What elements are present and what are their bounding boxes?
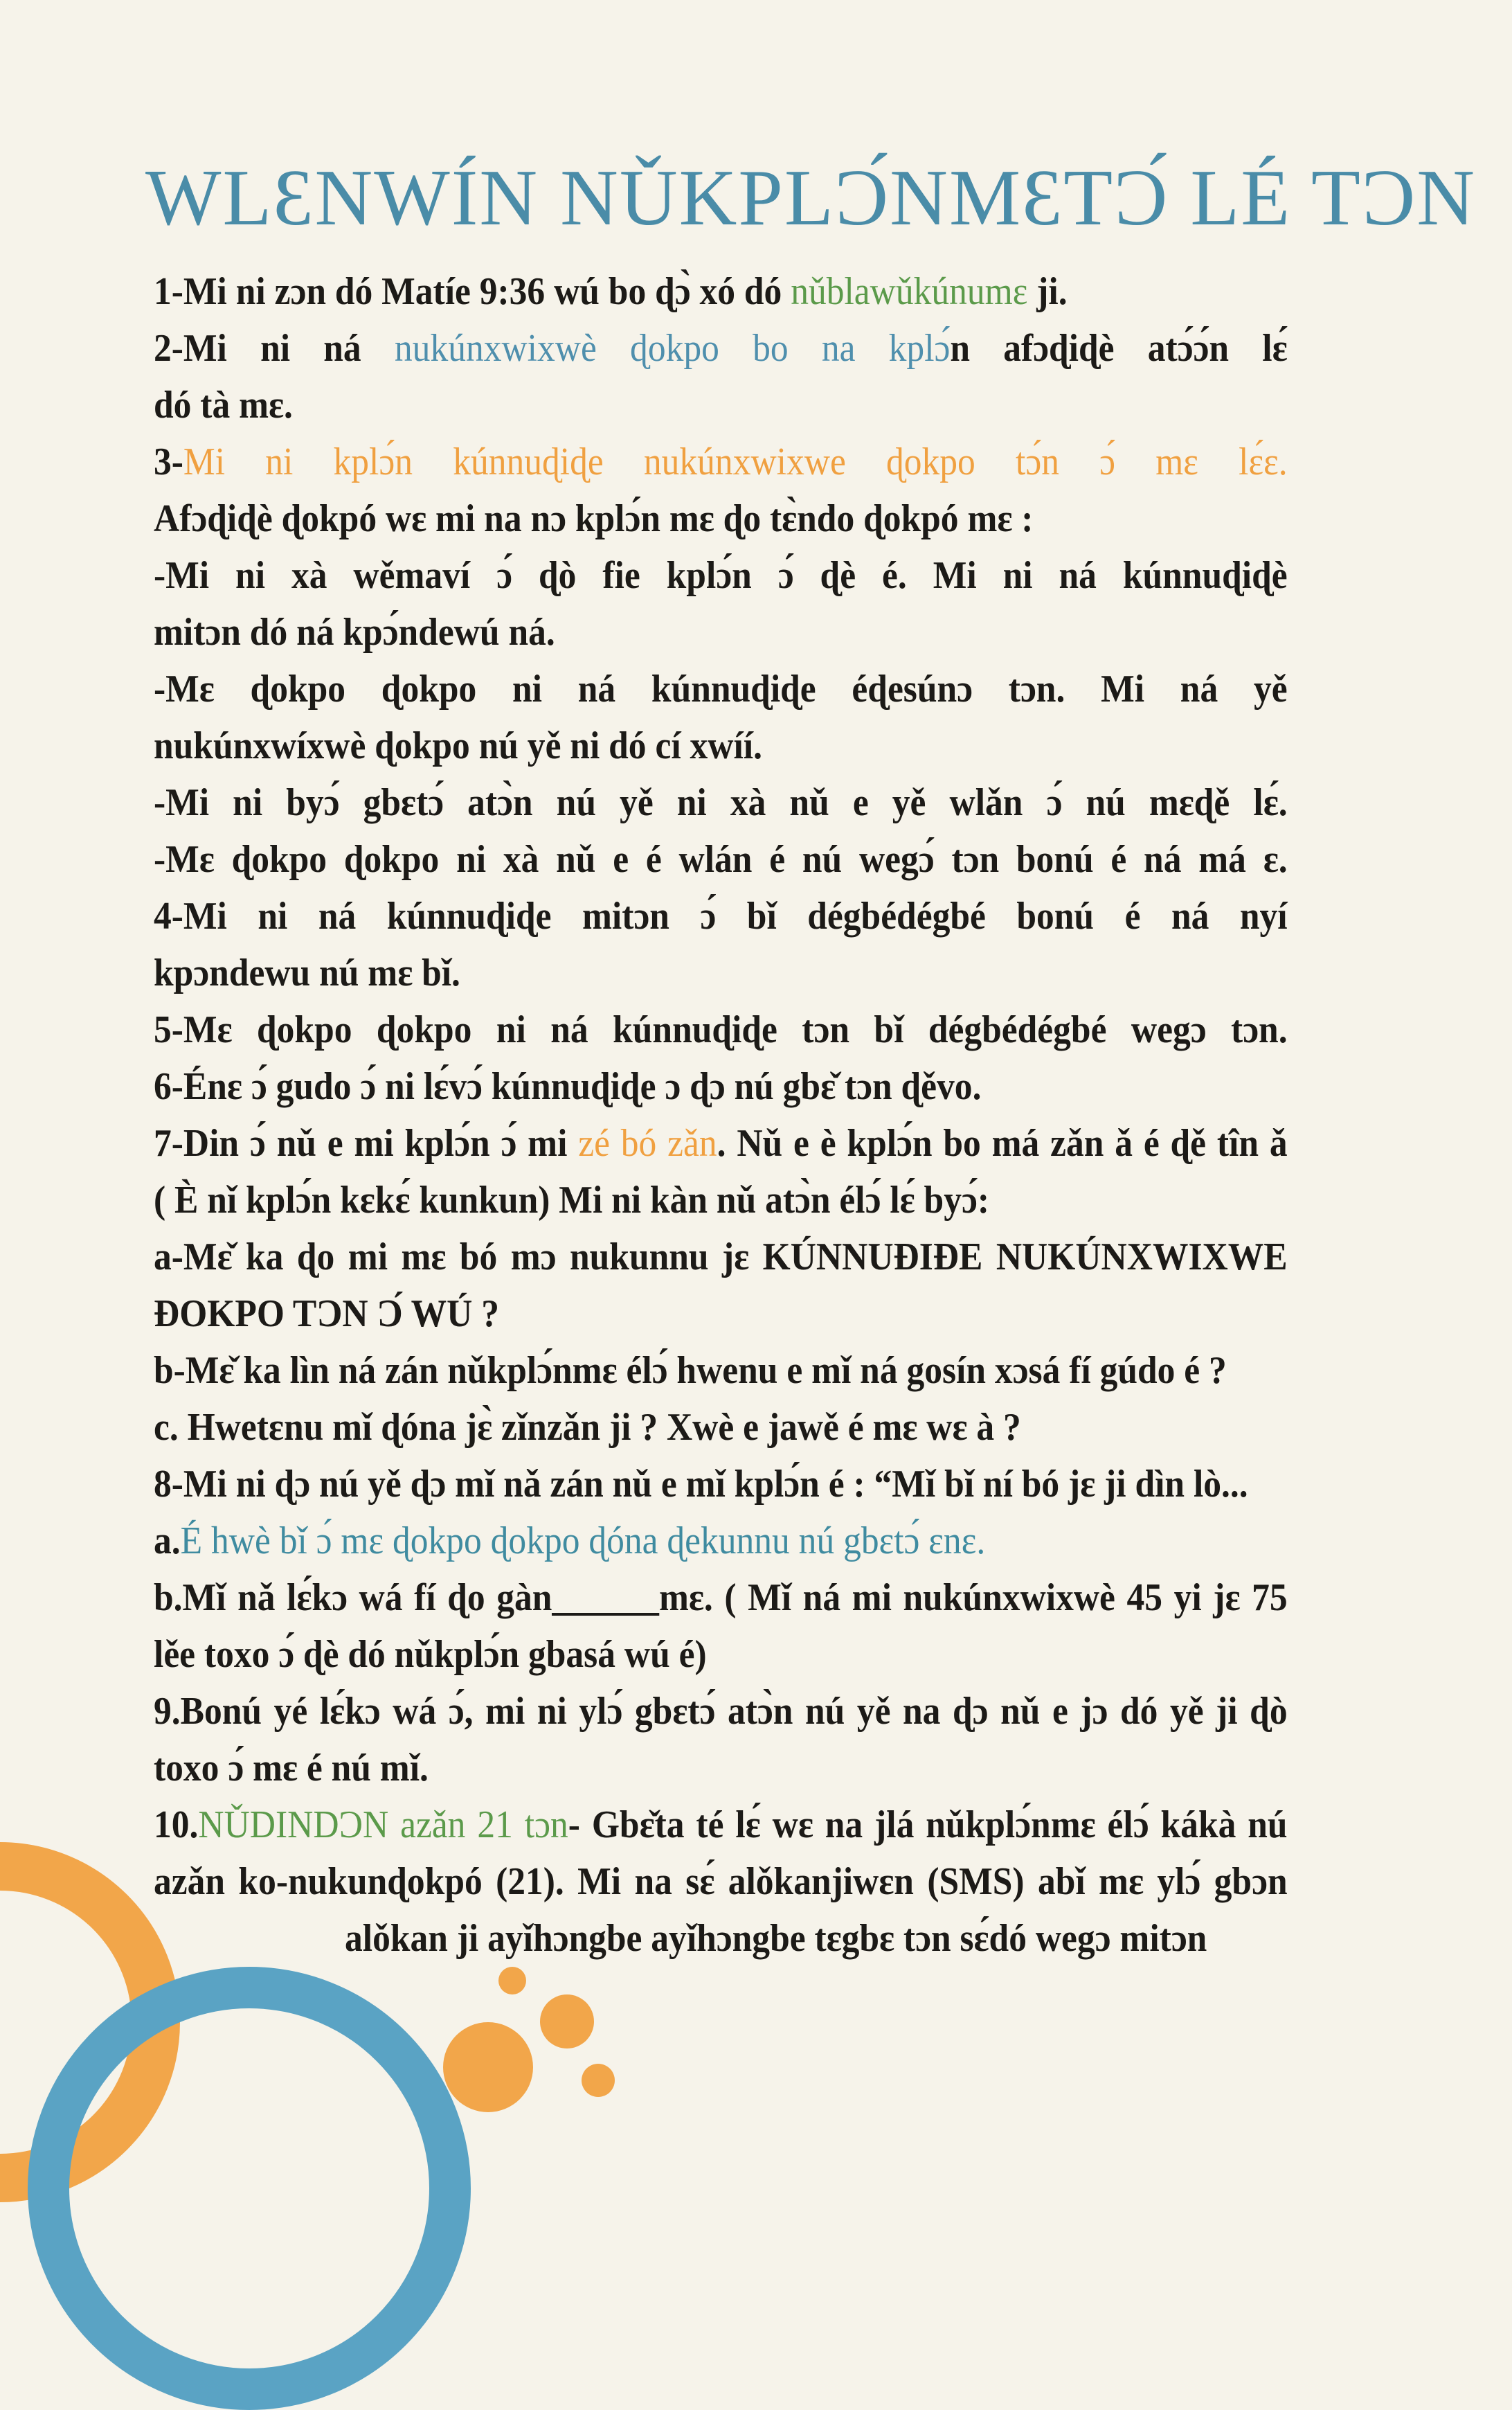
- text-line: [154, 661, 1288, 717]
- text-line: [154, 490, 1288, 547]
- text-span: c. Hwetɛnu mǐ ɖóna jɛ̀ zǐnzǎn ji ? Xwè e jawě é mɛ wɛ à ?: [154, 1406, 1021, 1449]
- text-line: [154, 1910, 1288, 1967]
- text-span: 10.: [154, 1803, 199, 1846]
- highlight-text: Mi ni kplɔ́n kúnnuɖiɖe nukúnxwixwe ɖokpo tɔ́n ɔ́ mɛ lɛ́ɛ.: [183, 440, 1288, 483]
- text-line: [154, 263, 1288, 320]
- instructions-body: [154, 263, 1288, 1967]
- text-span: - Gbɛ̌ta té lɛ́ wɛ na jlá nǔkplɔ́nmɛ élɔ́ kákà nú: [568, 1803, 1288, 1846]
- deco-orange-dot-small: [582, 2064, 615, 2097]
- text-span: toxo ɔ́ mɛ é nú mǐ.: [154, 1747, 429, 1789]
- text-span: 1-Mi ni zɔn dó Matíe 9:36 wú bo ɖɔ̀ xó dó: [154, 270, 791, 313]
- text-line: [154, 377, 1288, 434]
- text-line: [154, 434, 1288, 490]
- text-line: [154, 1626, 1288, 1683]
- text-line: [154, 547, 1288, 604]
- text-line: [154, 604, 1288, 661]
- text-line: [154, 1796, 1288, 1853]
- text-line: [154, 1342, 1288, 1399]
- text-line: [154, 831, 1288, 888]
- text-line: [154, 945, 1288, 1001]
- text-span: b-Mɛ̌ ka lìn ná zán nǔkplɔ́nmɛ élɔ́ hwenu e mǐ ná gosín xɔsá fí gúdo é ?: [154, 1349, 1227, 1392]
- text-span: nukúnxwíxwè ɖokpo nú yě ni dó cí xwíí.: [154, 724, 762, 767]
- text-span: -Mi ni xà wěmaví ɔ́ ɖò fie kplɔ́n ɔ́ ɖè é. Mi ni ná kúnnuɖiɖè: [154, 554, 1288, 597]
- text-span: 4-Mi ni ná kúnnuɖiɖe mitɔn ɔ́ bǐ dégbédégbé bonú é ná nyí: [154, 895, 1288, 938]
- text-line: [154, 320, 1288, 377]
- text-line: [154, 1229, 1288, 1285]
- text-span: a-Mɛ̌ ka ɖo mi mɛ bó mɔ nukunnu jɛ KÚNNUÐIÐE NUKÚNXWIXWE: [154, 1235, 1288, 1278]
- text-line: [154, 1683, 1288, 1740]
- text-span: ÐOKPO TƆN Ɔ́ WÚ ?: [154, 1292, 500, 1335]
- text-span: -Mɛ ɖokpo ɖokpo ni xà nǔ e é wlán é nú wegɔ́ tɔn bonú é ná má ɛ.: [154, 838, 1288, 881]
- text-span: b.Mǐ nǎ lɛ́kɔ wá fí ɖo gàn______mɛ. ( Mǐ ná mi nukúnxwixwè 45 yi jɛ 75: [154, 1576, 1288, 1619]
- text-line: [154, 1569, 1288, 1626]
- text-line: [154, 1001, 1288, 1058]
- text-span: 7-Din ɔ́ nǔ e mi kplɔ́n ɔ́ mi: [154, 1122, 579, 1165]
- text-span: -Mɛ ɖokpo ɖokpo ni ná kúnnuɖiɖe éɖesúnɔ tɔn. Mi ná yě: [154, 668, 1288, 711]
- text-line: [154, 1172, 1288, 1229]
- highlight-text: NǓDINDƆN azǎn 21 tɔn: [198, 1803, 568, 1846]
- text-line: [154, 1740, 1288, 1796]
- text-span: ji.: [1027, 270, 1068, 313]
- text-span: dó tà mɛ.: [154, 384, 293, 427]
- text-span: -Mi ni byɔ́ gbɛtɔ́ atɔ̀n nú yě ni xà nǔ e yě wlǎn ɔ́ nú mɛɖě lɛ́.: [154, 781, 1288, 824]
- highlight-text: nǔblawǔkúnumɛ: [791, 270, 1028, 313]
- text-span: 5-Mɛ ɖokpo ɖokpo ni ná kúnnuɖiɖe tɔn bǐ dégbédégbé wegɔ tɔn.: [154, 1008, 1288, 1051]
- highlight-text: zé bó zǎn: [578, 1122, 717, 1165]
- text-span: mitɔn dó ná kpɔ́ndewú ná.: [154, 611, 555, 654]
- text-line: [154, 1285, 1288, 1342]
- text-line: [154, 774, 1288, 831]
- text-line: [154, 1512, 1288, 1569]
- text-span: alǒkan ji ayǐhɔngbe ayǐhɔngbe tɛgbɛ tɔn sɛ́dó wegɔ mitɔn: [345, 1917, 1207, 1960]
- text-line: [154, 1853, 1288, 1910]
- deco-orange-dot-medium: [540, 1994, 594, 2048]
- text-span: kpɔndewu nú mɛ bǐ.: [154, 952, 460, 994]
- text-span: Afɔɖiɖè ɖokpó wɛ mi na nɔ kplɔ́n mɛ ɖo tɛ̀ndo ɖokpó mɛ :: [154, 497, 1034, 540]
- text-line: [154, 717, 1288, 774]
- text-line: [154, 1115, 1288, 1172]
- text-span: ( È nǐ kplɔ́n kɛkɛ́ kunkun) Mi ni kàn nǔ atɔ̀n élɔ́ lɛ́ byɔ́:: [154, 1179, 989, 1222]
- text-span: 9.Bonú yé lɛ́kɔ wá ɔ́, mi ni ylɔ́ gbɛtɔ́ atɔ̀n nú yě na ɖɔ nǔ e jɔ dó yě ji ɖò: [154, 1690, 1288, 1733]
- text-line: [154, 888, 1288, 945]
- text-span: 3-: [154, 440, 183, 483]
- text-span: . Nǔ e è kplɔ́n bo má zǎn ǎ é ɖě tîn ǎ: [717, 1122, 1288, 1165]
- text-span: 8-Mi ni ɖɔ nú yě ɖɔ mǐ nǎ zán nǔ e mǐ kplɔ́n é : “Mǐ bǐ ní bó jɛ ji dìn lò...: [154, 1463, 1248, 1506]
- deco-blue-ring: [28, 1967, 471, 2410]
- text-span: lěe toxo ɔ́ ɖè dó nǔkplɔ́n gbasá wú é): [154, 1633, 707, 1676]
- text-line: [154, 1058, 1288, 1115]
- text-line: [154, 1456, 1288, 1512]
- highlight-text: nukúnxwixwè ɖokpo bo na kplɔ́: [394, 327, 951, 370]
- highlight-text: É hwè bǐ ɔ́ mɛ ɖokpo ɖokpo ɖóna ɖekunnu nú gbɛtɔ́ ɛnɛ.: [180, 1519, 986, 1562]
- text-line: [154, 1399, 1288, 1456]
- deco-orange-dot-large: [443, 2022, 533, 2112]
- text-span: a.: [154, 1519, 181, 1562]
- deco-orange-dot-tiny: [498, 1967, 526, 1994]
- page-title: WLƐNWÍN NǓKPLƆ́NMƐTƆ́ LÉ TƆN: [145, 154, 1477, 242]
- text-span: n afɔɖiɖè atɔ́ɔ́n lɛ́: [950, 327, 1288, 370]
- text-span: 2-Mi ni ná: [154, 327, 395, 370]
- text-span: azǎn ko-nukunɖokpó (21). Mi na sɛ́ alǒkanjiwɛn (SMS) abǐ mɛ ylɔ́ gbɔn: [154, 1860, 1288, 1903]
- text-span: 6-Énɛ ɔ́ gudo ɔ́ ni lɛ́vɔ́ kúnnuɖiɖe ɔ ɖɔ nú gbɛ̌ tɔn ɖěvo.: [154, 1065, 982, 1108]
